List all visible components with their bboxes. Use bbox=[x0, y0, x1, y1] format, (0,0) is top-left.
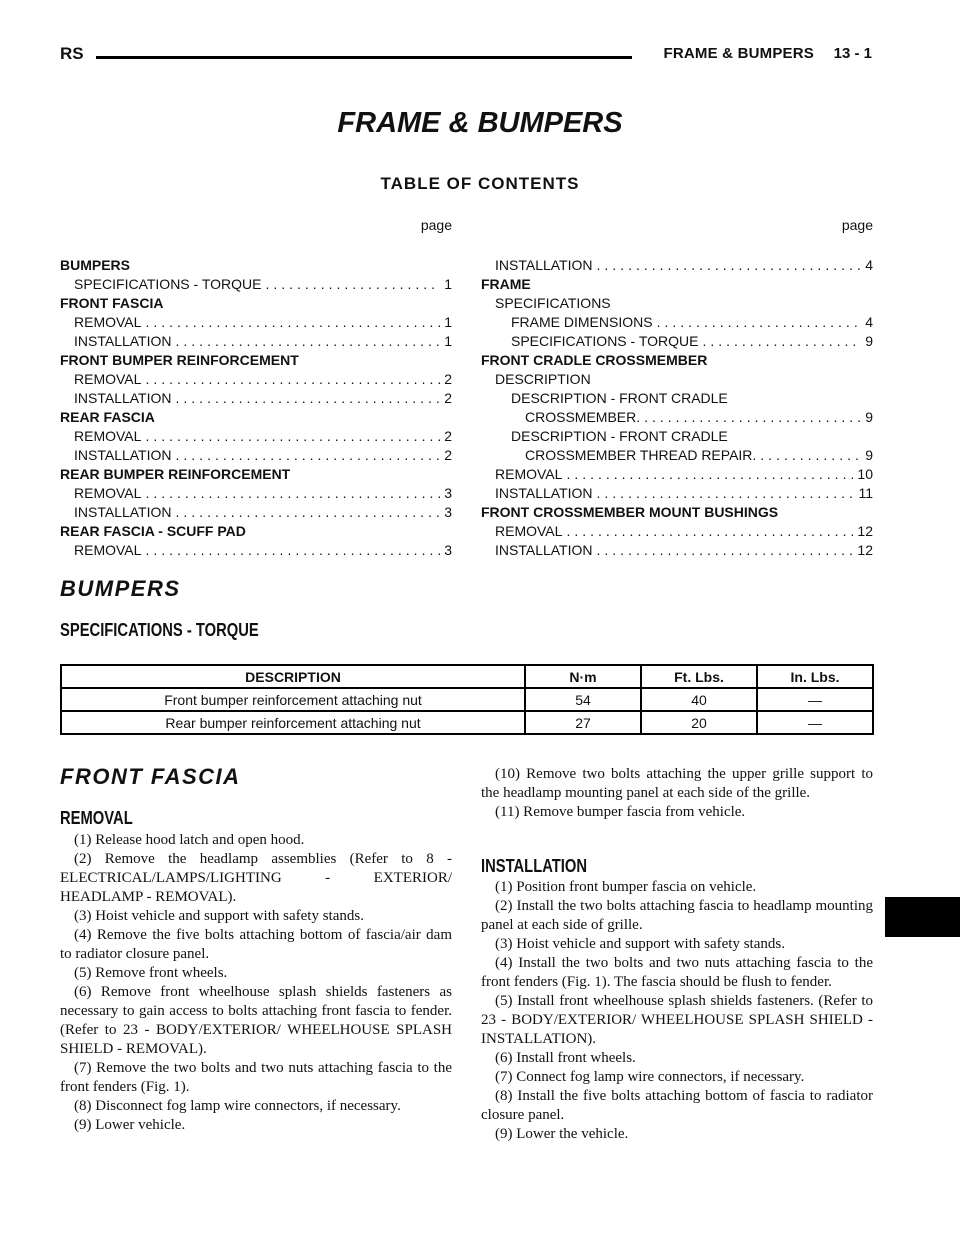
cell-description: Rear bumper reinforcement attaching nut bbox=[61, 711, 525, 734]
toc-entry bbox=[481, 256, 873, 275]
toc-entry-label: SPECIFICATIONS - TORQUE bbox=[74, 276, 262, 292]
toc-leader-dots bbox=[145, 370, 440, 389]
toc-entry bbox=[60, 427, 452, 446]
toc-entry-label: INSTALLATION bbox=[495, 542, 593, 558]
toc-leader-dots bbox=[566, 522, 853, 541]
toc-entry-label: CROSSMEMBER bbox=[525, 409, 637, 425]
table-header-row bbox=[61, 665, 873, 688]
toc-entry-page: 4 bbox=[865, 314, 873, 330]
table-row bbox=[61, 711, 873, 734]
cell-ftlbs: 20 bbox=[641, 711, 757, 734]
spec-torque-heading: SPECIFICATIONS - TORQUE bbox=[60, 620, 259, 640]
toc-entry-page: 2 bbox=[444, 428, 452, 444]
installation-steps bbox=[481, 878, 873, 1144]
toc-entry bbox=[481, 370, 873, 389]
cell-inlbs: — bbox=[757, 711, 873, 734]
toc-entry bbox=[481, 351, 873, 370]
toc-right-column bbox=[481, 216, 873, 560]
toc-leader-dots bbox=[657, 313, 862, 332]
removal-heading: REMOVAL bbox=[60, 808, 133, 828]
bumpers-heading: BUMPERS bbox=[60, 576, 181, 601]
toc-left-column bbox=[60, 216, 452, 560]
toc-entry-page: 4 bbox=[865, 257, 873, 273]
toc-entry-page: 2 bbox=[444, 447, 452, 463]
section-code: RS bbox=[60, 44, 84, 63]
toc-entry bbox=[481, 275, 873, 294]
removal-steps bbox=[60, 831, 452, 1135]
procedure-step: (8) Install the five bolts attaching bottom of fascia to radiator closure panel. bbox=[481, 1088, 873, 1123]
removal-steps-continued bbox=[481, 765, 873, 822]
procedure-step: (6) Install front wheels. bbox=[495, 1050, 636, 1066]
toc-leader-dots bbox=[176, 446, 441, 465]
toc-page-label: page bbox=[841, 217, 873, 233]
toc-entry bbox=[481, 541, 873, 560]
procedure-step: (5) Remove front wheels. bbox=[74, 965, 228, 981]
toc-entry bbox=[60, 503, 452, 522]
toc-entry-label: SPECIFICATIONS bbox=[495, 295, 611, 311]
toc-entry-label: REMOVAL bbox=[495, 523, 563, 539]
toc-leader-dots bbox=[176, 332, 441, 351]
toc-entry-page: 11 bbox=[858, 485, 873, 501]
toc-entry-label: REMOVAL bbox=[74, 428, 142, 444]
procedure-step: (2) Remove the headlamp assemblies (Refer to 8 - ELECTRICAL/LAMPS/LIGHTING - EXTERIOR/ HEADLAMP - REMOVAL). bbox=[60, 851, 452, 905]
toc-entry-page: 9 bbox=[865, 333, 873, 349]
toc-entry-page: 1 bbox=[444, 333, 452, 349]
toc-entry-page: 9 bbox=[865, 447, 873, 463]
toc-entry-label: INSTALLATION bbox=[74, 447, 172, 463]
toc-leader-dots bbox=[145, 541, 440, 560]
toc-entry bbox=[60, 522, 452, 541]
toc-entry-page: 2 bbox=[444, 390, 452, 406]
toc-entry-label: DESCRIPTION - FRONT CRADLE bbox=[511, 428, 728, 444]
toc-entry bbox=[60, 294, 452, 313]
toc-leader-dots bbox=[597, 484, 855, 503]
toc-leader-dots bbox=[566, 465, 853, 484]
toc-entry-page: 12 bbox=[857, 523, 873, 539]
toc-entry-label: INSTALLATION bbox=[74, 333, 172, 349]
toc-entry-label: INSTALLATION bbox=[74, 504, 172, 520]
toc-entry-label: REMOVAL bbox=[495, 466, 563, 482]
procedure-step: (4) Install the two bolts and two nuts attaching fascia to the front fenders (Fig. 1). The fascia should be flush to fender. bbox=[481, 955, 873, 990]
toc-page-label: page bbox=[420, 217, 452, 233]
toc-entry bbox=[60, 541, 452, 560]
toc-entry-label: FRONT BUMPER REINFORCEMENT bbox=[60, 352, 299, 368]
toc-entry-label: REMOVAL bbox=[74, 314, 142, 330]
procedure-step: (3) Hoist vehicle and support with safety stands. bbox=[495, 936, 785, 952]
toc-leader-dots bbox=[702, 332, 861, 351]
toc-entry-page: 9 bbox=[865, 409, 873, 425]
toc-entry-label: REMOVAL bbox=[74, 542, 142, 558]
table-row bbox=[61, 688, 873, 711]
toc-leader-dots bbox=[752, 446, 861, 465]
procedure-step: (7) Remove the two bolts and two nuts attaching fascia to the front fenders (Fig. 1). bbox=[60, 1060, 452, 1095]
toc-entry-label: INSTALLATION bbox=[74, 390, 172, 406]
page-number: 13 - 1 bbox=[833, 45, 872, 62]
toc-entry-page: 3 bbox=[444, 542, 452, 558]
toc-entry-label: REAR BUMPER REINFORCEMENT bbox=[60, 466, 291, 482]
toc-entry bbox=[481, 332, 873, 351]
toc-entry bbox=[60, 408, 452, 427]
toc-entry bbox=[60, 275, 452, 294]
cell-nm: 27 bbox=[525, 711, 641, 734]
toc-entry-label: BUMPERS bbox=[60, 257, 131, 273]
cell-inlbs: — bbox=[757, 688, 873, 711]
toc-leader-dots bbox=[176, 389, 441, 408]
toc-entry bbox=[60, 313, 452, 332]
toc-entry-label: FRAME DIMENSIONS bbox=[511, 314, 653, 330]
toc-entry bbox=[60, 332, 452, 351]
toc-leader-dots bbox=[145, 313, 440, 332]
cell-ftlbs: 40 bbox=[641, 688, 757, 711]
procedure-step: (9) Lower vehicle. bbox=[74, 1117, 186, 1133]
toc-leader-dots bbox=[597, 256, 862, 275]
toc-entry-label: FRONT CROSSMEMBER MOUNT BUSHINGS bbox=[481, 504, 779, 520]
front-fascia-heading: FRONT FASCIA bbox=[60, 764, 241, 789]
chapter-title: FRAME & BUMPERS bbox=[337, 107, 623, 139]
col-ftlbs: Ft. Lbs. bbox=[641, 665, 757, 688]
cell-nm: 54 bbox=[525, 688, 641, 711]
toc-leader-dots bbox=[597, 541, 854, 560]
toc-title: TABLE OF CONTENTS bbox=[380, 174, 580, 193]
toc-entry-page: 1 bbox=[444, 276, 452, 292]
procedure-step: (10) Remove two bolts attaching the upper grille support to the headlamp mounting panel at each side of the grille. bbox=[481, 766, 873, 801]
toc-leader-dots bbox=[636, 408, 861, 427]
toc-entry-label: REAR FASCIA - SCUFF PAD bbox=[60, 523, 246, 539]
procedure-step: (5) Install front wheelhouse splash shields fasteners. (Refer to 23 - BODY/EXTERIOR/ WHEELHOUSE SPLASH SHIELD - INSTALLATION). bbox=[481, 993, 873, 1047]
toc-entry-page: 2 bbox=[444, 371, 452, 387]
procedure-step: (2) Install the two bolts attaching fascia to headlamp mounting panel at each side of grille. bbox=[481, 898, 873, 933]
toc-entry-label: INSTALLATION bbox=[495, 485, 593, 501]
toc-entry-page: 3 bbox=[444, 504, 452, 520]
col-nm: N·m bbox=[525, 665, 641, 688]
col-description: DESCRIPTION bbox=[61, 665, 525, 688]
toc-entry-label: FRAME bbox=[481, 276, 531, 292]
toc-entry bbox=[481, 484, 873, 503]
procedure-step: (3) Hoist vehicle and support with safety stands. bbox=[74, 908, 364, 924]
running-header bbox=[60, 44, 872, 68]
toc-entry-page: 10 bbox=[857, 466, 873, 482]
procedure-step: (9) Lower the vehicle. bbox=[495, 1126, 629, 1142]
toc-entry-label: FRONT CRADLE CROSSMEMBER bbox=[481, 352, 708, 368]
toc-entry bbox=[481, 294, 873, 313]
header-rule bbox=[96, 56, 632, 59]
toc-entry-page: 3 bbox=[444, 485, 452, 501]
toc-entry bbox=[481, 446, 873, 465]
col-inlbs: In. Lbs. bbox=[757, 665, 873, 688]
toc-entry bbox=[60, 256, 452, 275]
toc-leader-dots bbox=[145, 484, 440, 503]
procedure-step: (6) Remove front wheelhouse splash shields fasteners as necessary to gain access to bolts attaching front fascia to fender. (Refer to 23 - BODY/EXTERIOR/ WHEELHOUSE SPLASH SHIELD - REMOVAL). bbox=[60, 984, 452, 1057]
toc-entry bbox=[60, 351, 452, 370]
procedure-step: (8) Disconnect fog lamp wire connectors, if necessary. bbox=[74, 1098, 401, 1114]
toc-entry-label: INSTALLATION bbox=[495, 257, 593, 273]
toc-entry bbox=[481, 389, 873, 408]
toc-entry bbox=[60, 465, 452, 484]
toc-entry-page: 12 bbox=[857, 542, 873, 558]
toc-entry bbox=[481, 465, 873, 484]
toc-entry-label: REAR FASCIA bbox=[60, 409, 155, 425]
procedure-step: (1) Position front bumper fascia on vehicle. bbox=[495, 879, 757, 895]
toc-entry bbox=[481, 427, 873, 446]
toc-entry bbox=[60, 446, 452, 465]
section-tab-marker bbox=[885, 897, 960, 937]
toc-entry-label: FRONT FASCIA bbox=[60, 295, 164, 311]
toc-entry-label: CROSSMEMBER THREAD REPAIR bbox=[525, 447, 753, 463]
procedure-step: (1) Release hood latch and open hood. bbox=[74, 832, 305, 848]
cell-description: Front bumper reinforcement attaching nut bbox=[61, 688, 525, 711]
installation-heading: INSTALLATION bbox=[481, 856, 588, 876]
toc-entry-label: REMOVAL bbox=[74, 485, 142, 501]
toc-entry-label: REMOVAL bbox=[74, 371, 142, 387]
procedure-step: (4) Remove the five bolts attaching bottom of fascia/air dam to radiator closure panel. bbox=[60, 927, 452, 962]
toc-entry bbox=[60, 484, 452, 503]
procedure-step: (11) Remove bumper fascia from vehicle. bbox=[495, 804, 746, 820]
toc-entry-label: DESCRIPTION bbox=[495, 371, 591, 387]
toc-entry bbox=[481, 503, 873, 522]
toc-entry-label: SPECIFICATIONS - TORQUE bbox=[511, 333, 699, 349]
procedure-step: (7) Connect fog lamp wire connectors, if necessary. bbox=[495, 1069, 805, 1085]
running-title: FRAME & BUMPERS bbox=[663, 45, 814, 62]
torque-spec-table bbox=[60, 664, 874, 735]
toc-entry bbox=[60, 370, 452, 389]
toc-entry-page: 1 bbox=[444, 314, 452, 330]
toc-entry bbox=[60, 389, 452, 408]
toc-entry bbox=[481, 408, 873, 427]
toc-leader-dots bbox=[265, 275, 440, 294]
toc-leader-dots bbox=[145, 427, 440, 446]
toc-entry bbox=[481, 522, 873, 541]
toc-entry bbox=[481, 313, 873, 332]
toc-leader-dots bbox=[176, 503, 441, 522]
toc-entry-label: DESCRIPTION - FRONT CRADLE bbox=[511, 390, 728, 406]
